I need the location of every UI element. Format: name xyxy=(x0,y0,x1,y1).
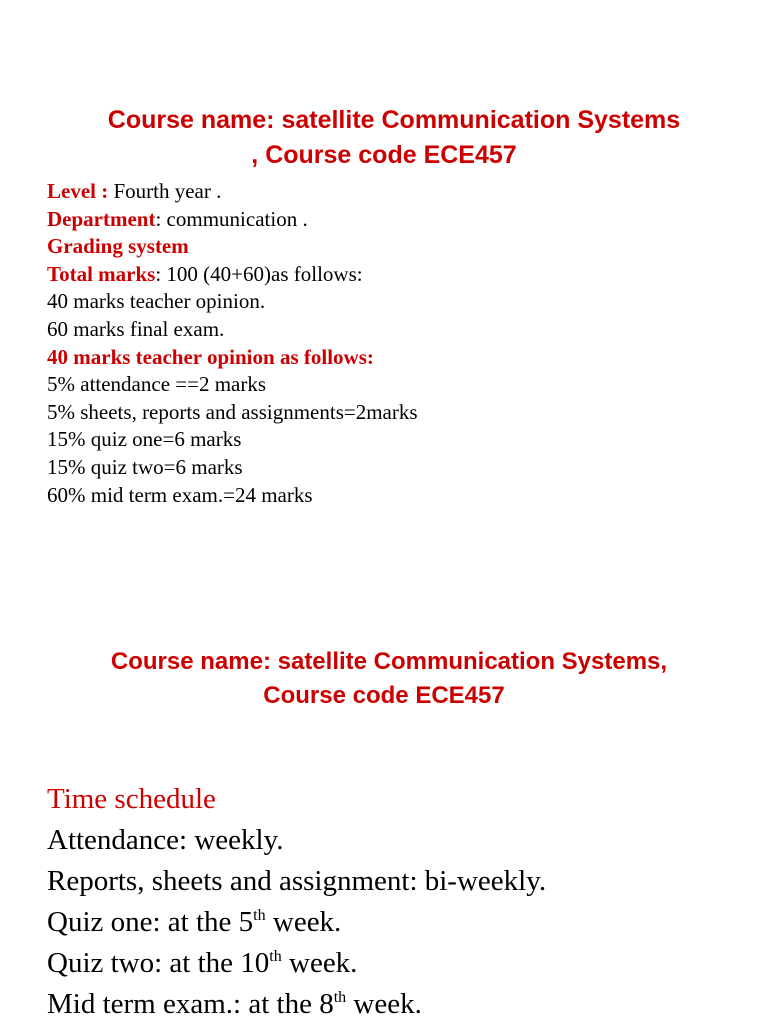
grading-item: 15% quiz one=6 marks xyxy=(47,427,242,452)
quiz-one-line xyxy=(47,902,546,943)
course-code-line: , Course code ECE457 xyxy=(251,141,517,169)
total-marks-row xyxy=(47,261,418,289)
attendance-line: Attendance: weekly. xyxy=(47,824,284,856)
ordinal-suffix: th xyxy=(269,948,282,965)
final-exam-line: 60 marks final exam. xyxy=(47,316,225,341)
total-marks-value: : 100 (40+60)as follows: xyxy=(155,261,363,286)
midterm-text: Mid term exam.: at the 8 xyxy=(47,988,334,1020)
week-text: week. xyxy=(281,947,358,979)
course-code-line: Course code ECE457 xyxy=(263,682,505,709)
department-label: Department xyxy=(47,206,156,231)
week-text: week. xyxy=(265,906,342,938)
grading-item: 5% attendance ==2 marks xyxy=(47,372,267,397)
time-schedule-heading: Time schedule xyxy=(47,783,216,815)
grading-info xyxy=(47,178,418,509)
teacher-opinion-line: 40 marks teacher opinion. xyxy=(47,289,266,314)
ordinal-suffix: th xyxy=(333,989,347,1006)
course-name-line: Course name: satellite Communication Systems xyxy=(107,106,681,134)
reports-line: Reports, sheets and assignment: bi-weekly. xyxy=(47,865,547,897)
department-value: : communication . xyxy=(155,206,308,231)
grading-item: 60% mid term exam.=24 marks xyxy=(47,482,313,507)
grading-heading: Grading system xyxy=(47,234,189,259)
week-text: week. xyxy=(346,988,422,1020)
level-row xyxy=(47,178,418,206)
course-title-2 xyxy=(0,645,768,713)
grading-item: 5% sheets, reports and assignments=2marks xyxy=(47,399,418,424)
course-title-1 xyxy=(0,103,768,173)
ordinal-suffix: th xyxy=(253,907,266,924)
level-value: Fourth year . xyxy=(108,179,222,203)
level-label: Level : xyxy=(47,179,109,203)
grading-item: 15% quiz two=6 marks xyxy=(47,454,243,479)
time-schedule xyxy=(47,779,546,1025)
quiz-two-text: Quiz two: at the 10 xyxy=(47,947,270,979)
course-name-line: Course name: satellite Communication Systems, xyxy=(110,648,668,675)
quiz-two-line xyxy=(47,943,546,984)
department-row xyxy=(47,206,418,234)
midterm-line xyxy=(47,984,546,1025)
total-marks-label: Total marks xyxy=(47,261,156,286)
teacher-opinion-heading: 40 marks teacher opinion as follows: xyxy=(47,344,374,369)
quiz-one-text: Quiz one: at the 5 xyxy=(47,906,254,938)
